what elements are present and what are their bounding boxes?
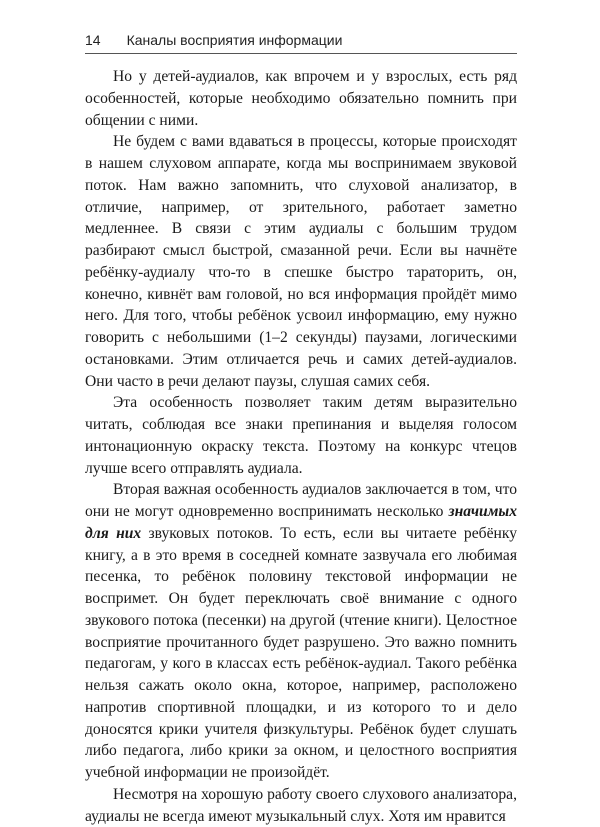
emphasized-text: значимых для них [85,503,517,542]
body-text [85,66,517,827]
header-rule [85,53,517,54]
paragraph: Но у детей-аудиалов, как впрочем и у взрослых, есть ряд особенностей, которые необходимо обязательно помнить при общении с ними. [85,68,517,129]
paragraph: Не будем с вами вдаваться в процессы, которые происходят в нашем слуховом аппарате, когда мы воспринимаем звуковой поток. Нам важно запомнить, что слуховой анализатор, в отличие, например, от зрительного, работает заметно медленнее. В связи с этим аудиалы с большим трудом разбирают смысл быстрой, смазанной речи. Если вы начнёте ребёнку-аудиалу что-то в спешке быстро тараторить, он, конечно, кивнёт вам головой, но вся информация пройдёт мимо него. Для того, чтобы ребёнок усвоил информацию, ему нужно говорить с небольшими (1–2 секунды) паузами, логическими остановками. Этим отличается речь и самих детей-аудиалов. Они часто в речи делают паузы, слушая самих себя. [85,133,517,390]
running-title: Каналы восприятия информации [126,32,343,48]
paragraph-text: звуковых потоков. То есть, если вы читаете ребёнку книгу, а в это время в соседней комнате зазвучала его любимая песенка, то ребёнок половину текстовой информации не воспримет. Он будет переключать своё внимание с одного звукового потока (песенки) на другой (чтение книги). Целостное восприятие прочитанного будет разрушено. Это важно помнить педагогам, у кого в классах есть ребёнок-аудиал. Такого ребёнка нельзя сажать около окна, которое, например, расположено напротив спортивной площадки, и из которого то и дело доносятся крики учителя физкультуры. Ребёнок будет слушать либо педагога, либо крики за окном, и целостного восприятия учебной информации не произойдёт. [85,524,518,781]
paragraph-text: Вторая важная особенность аудиалов заключается в том, что они не могут одновременно воспринимать несколько [85,481,517,520]
paragraph: Несмотря на хорошую работу своего слухового анализатора, аудиалы не всегда имеют музыкальный слух. Хотя им нравится [85,785,517,825]
page-number: 14 [85,32,101,48]
running-header [85,26,517,48]
paragraph [85,479,517,784]
paragraph: Эта особенность позволяет таким детям выразительно читать, соблюдая все знаки препинания и выделяя голосом интонационную окраску текста. Поэтому на конкурс чтецов лучше всего отправлять аудиала. [85,394,517,477]
